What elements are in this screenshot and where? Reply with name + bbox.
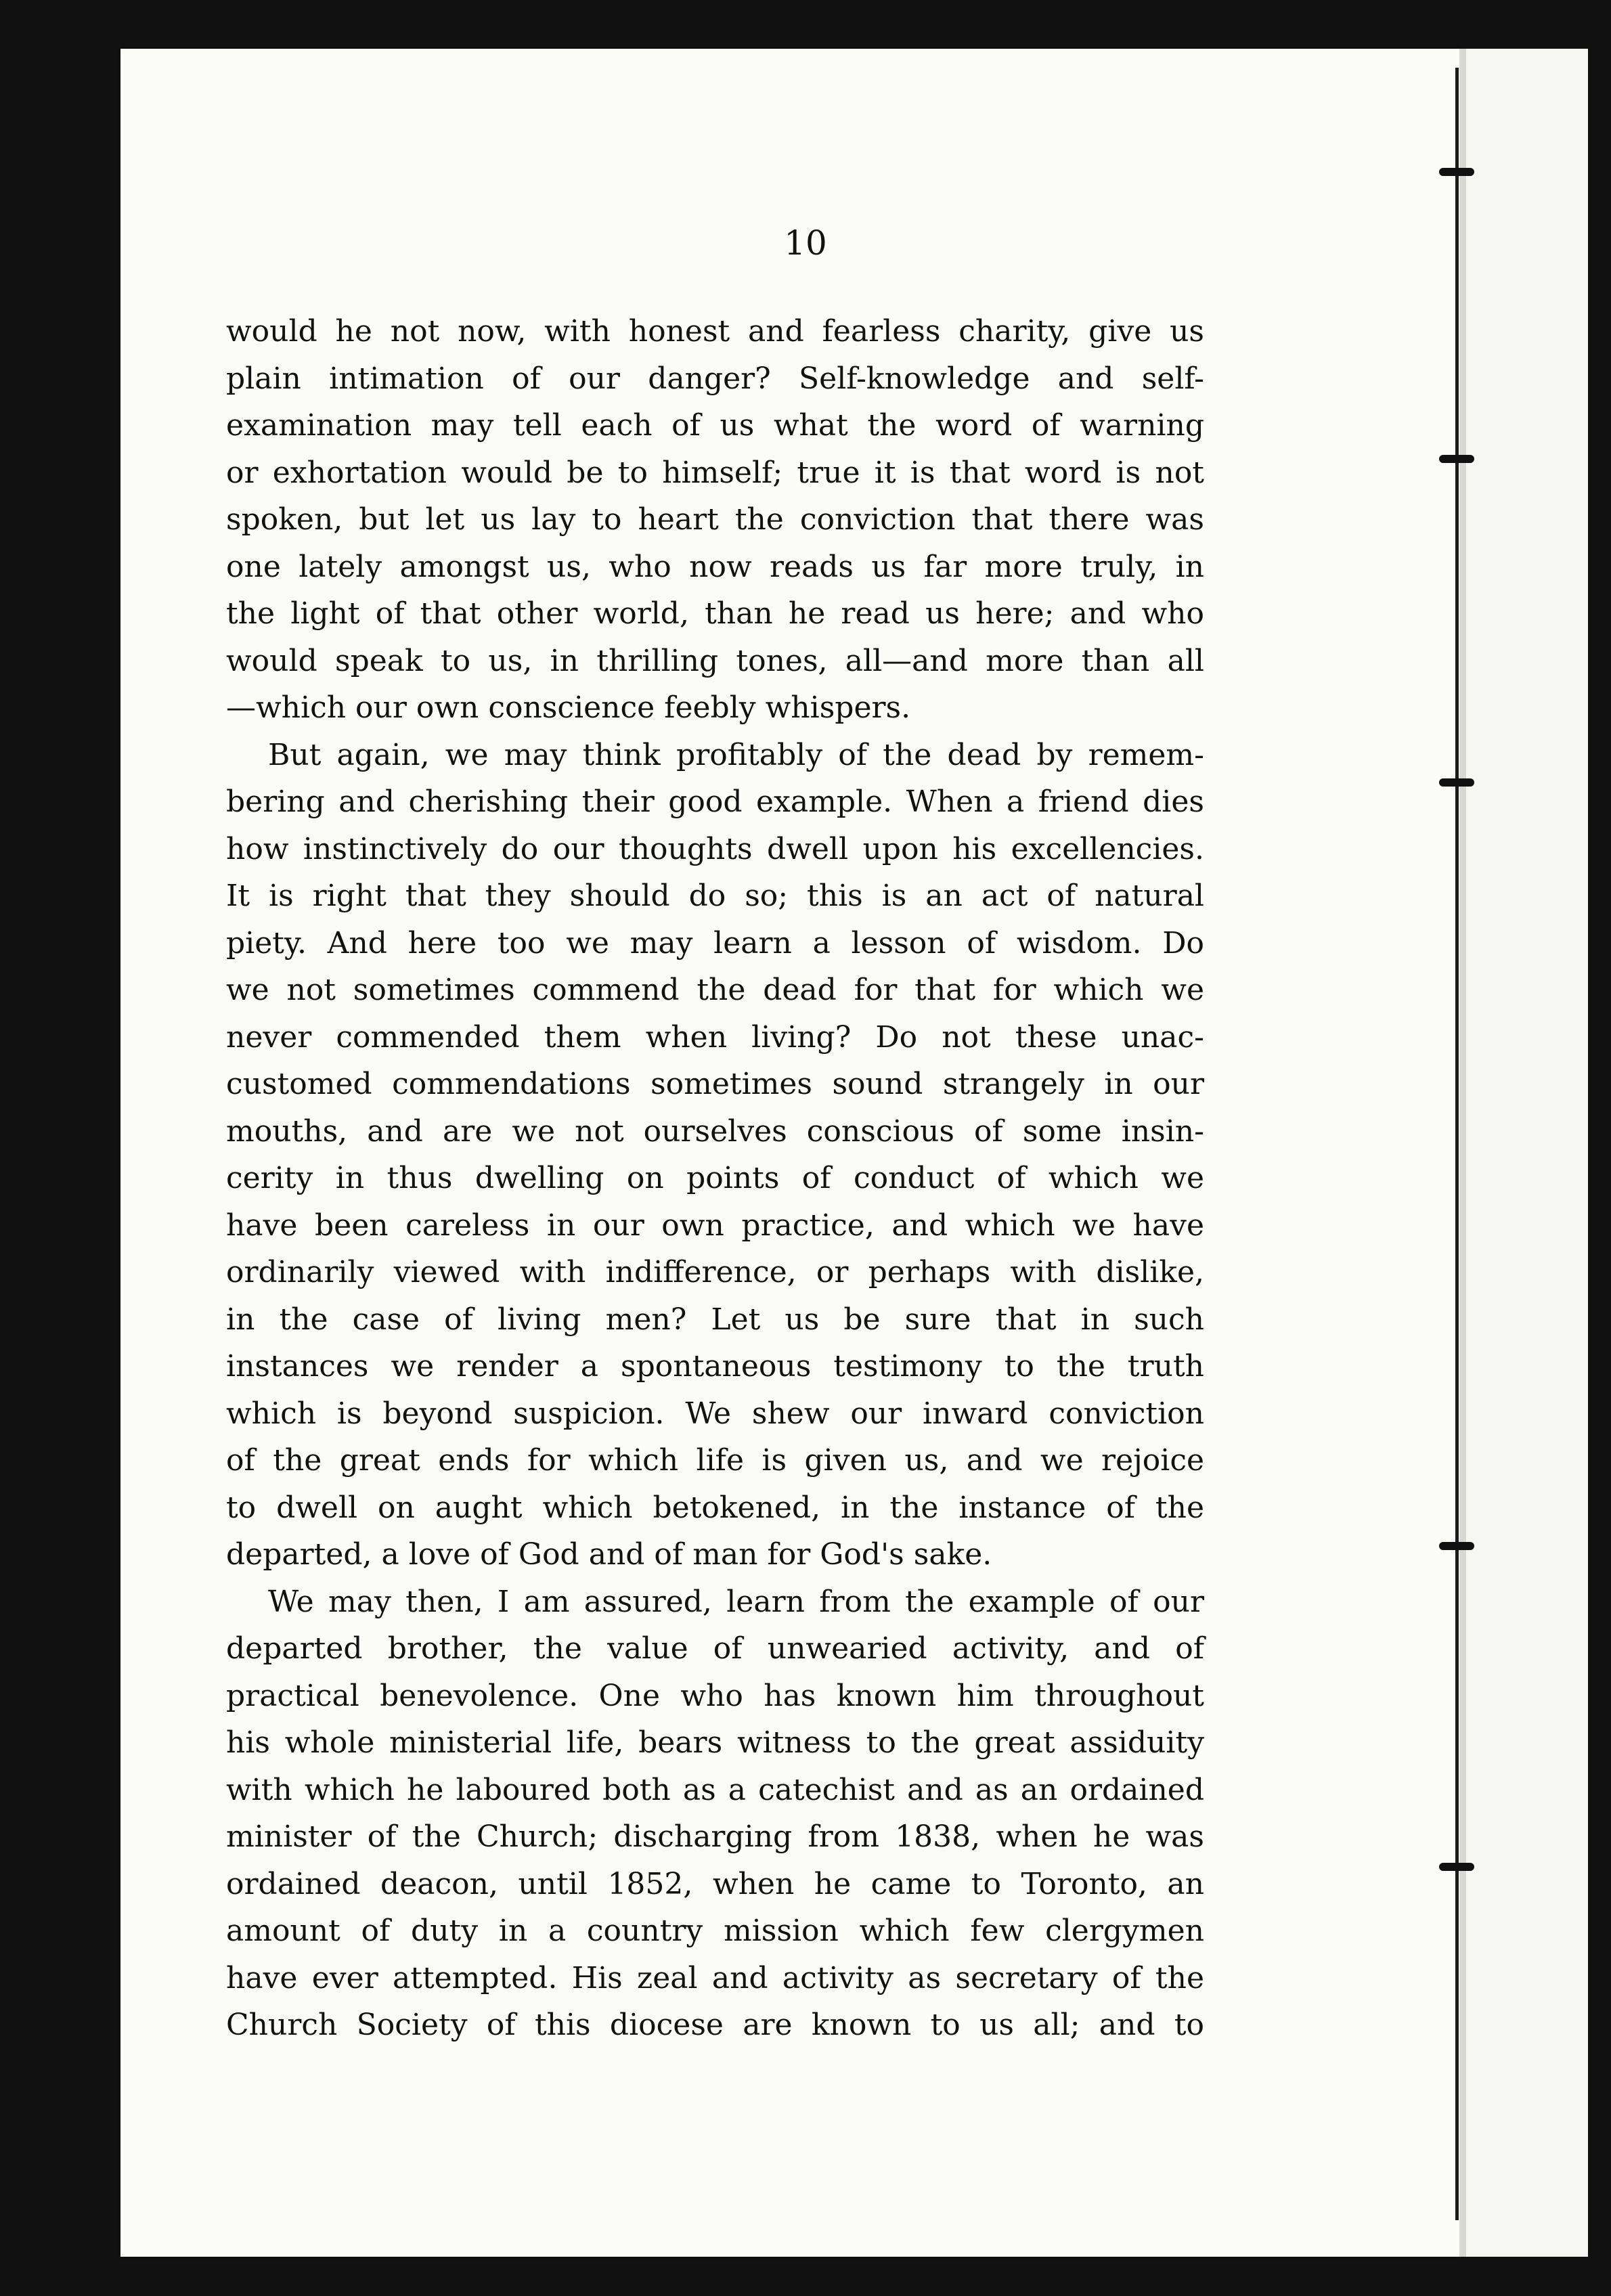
text-line: or exhortation would be to himself; true it is that word is not (226, 455, 1204, 490)
text-line: It is right that they should do so; this is an act of natural (226, 879, 1204, 913)
text-line: the light of that other world, than he read us here; and who (226, 596, 1204, 631)
text-line: have been careless in our own practice, and which we have (226, 1208, 1204, 1243)
text-line: —which our own conscience feebly whispers. (226, 690, 911, 725)
facing-page-edge (1466, 49, 1588, 2257)
text-line: examination may tell each of us what the word of warning (226, 408, 1204, 443)
binding-stitch (1439, 1863, 1474, 1871)
text-line: would he not now, with honest and fearless charity, give us (226, 314, 1204, 349)
binding-stitch (1439, 455, 1474, 463)
text-line: departed, a love of God and of man for God's sake. (226, 1537, 992, 1572)
text-line: of the great ends for which life is given us, and we rejoice (226, 1443, 1204, 1478)
text-line: minister of the Church; discharging from 1838, when he was (226, 1819, 1204, 1854)
text-line: have ever attempted. His zeal and activity as secretary of the (226, 1960, 1204, 1995)
text-line: instances we render a spontaneous testimony to the truth (226, 1349, 1204, 1384)
text-line: which is beyond suspicion. We shew our inward conviction (226, 1396, 1204, 1431)
text-line: departed brother, the value of unwearied activity, and of (226, 1631, 1204, 1666)
body-text (226, 308, 1204, 2049)
text-line: cerity in thus dwelling on points of conduct of which we (226, 1161, 1204, 1195)
text-line: his whole ministerial life, bears witness to the great assiduity (226, 1725, 1204, 1760)
text-line: to dwell on aught which betokened, in the instance of the (226, 1490, 1204, 1525)
binding-stitch (1439, 168, 1474, 176)
text-line: bering and cherishing their good example. When a friend dies (226, 785, 1204, 819)
page-number: 10 (784, 223, 827, 263)
text-line: with which he laboured both as a catechist and as an ordained (226, 1772, 1204, 1807)
text-line: ordinarily viewed with indifference, or perhaps with dislike, (226, 1255, 1204, 1289)
binding-stitch (1439, 1542, 1474, 1550)
text-line: spoken, but let us lay to heart the conviction that there was (226, 502, 1204, 537)
text-line: But again, we may think profitably of the dead by remem- (268, 737, 1204, 772)
text-line: how instinctively do our thoughts dwell upon his excellencies. (226, 831, 1204, 866)
binding-stitch (1439, 778, 1474, 787)
text-line: one lately amongst us, who now reads us far more truly, in (226, 549, 1204, 584)
text-line: customed commendations sometimes sound strangely in our (226, 1067, 1204, 1101)
text-line: amount of duty in a country mission which few clergymen (226, 1914, 1204, 1948)
text-line: practical benevolence. One who has known him throughout (226, 1678, 1204, 1713)
text-line: we not sometimes commend the dead for that for which we (226, 973, 1204, 1007)
page-gutter (1459, 49, 1466, 2257)
text-line: never commended them when living? Do not these unac- (226, 1019, 1204, 1055)
text-line: in the case of living men? Let us be sure that in such (226, 1302, 1204, 1337)
text-line: Church Society of this diocese are known to us all; and to (226, 2008, 1204, 2042)
text-line: ordained deacon, until 1852, when he came to Toronto, an (226, 1866, 1204, 1901)
text-line: would speak to us, in thrilling tones, all—and more than all (226, 643, 1204, 678)
text-line: We may then, I am assured, learn from the example of our (268, 1584, 1204, 1619)
text-line: piety. And here too we may learn a lesson of wisdom. Do (226, 925, 1204, 961)
text-line: plain intimation of our danger? Self-knowledge and self- (226, 361, 1204, 396)
text-line: mouths, and are we not ourselves conscious of some insin- (226, 1113, 1204, 1149)
binding-thread (1455, 68, 1459, 2220)
